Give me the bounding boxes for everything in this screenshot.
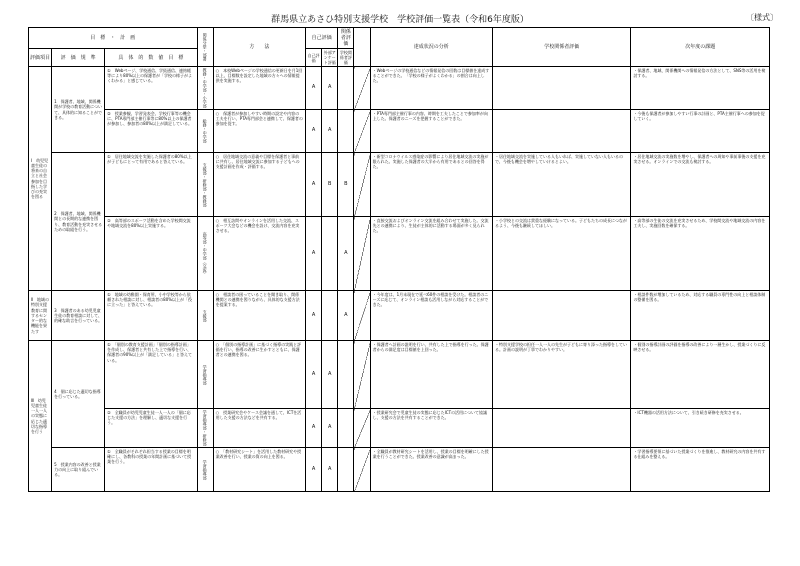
header-method: 方 法: [213, 28, 305, 67]
format-label: 〔様式〕: [746, 13, 778, 22]
slash-cell: [354, 110, 370, 153]
dept-cell: [197, 291, 213, 341]
external-eval-cell: A: [322, 341, 338, 409]
header-blank: [354, 28, 370, 67]
committee-eval-cell: [338, 67, 354, 110]
header-specific-items: 具 体 的 数 値 目 標: [105, 49, 197, 67]
dept-label: 学習指導部: [202, 459, 208, 480]
external-eval-cell: A: [322, 67, 338, 110]
header-self: 自己評価: [305, 49, 321, 67]
area-cell: Ⅲ 幼児児童生徒一人一人の実態に応じた適切な指導を行う: [29, 341, 52, 492]
method-cell: ○ 授業研究会やケース会議を通して、ICTを活用した支援の方法などを共有する。: [213, 409, 305, 448]
result-cell: ・Webページの学校通信などの情報発信の回数は目標値を達成することができた。「学校の様子がよくわかる」の割合は向上した。: [370, 67, 492, 110]
items-cell: ② 授業参観、学習発表会、学校行事等の機会に、PTA専門部主催行事等に80%以上の保護者が参加し、参加者の80%以上が満足している。: [105, 110, 197, 153]
school-eval-cell: ・居住地域交流を実施している人もいれば、実施していない人もいるので、今後も機会を増やしていけるとよい。: [492, 153, 630, 217]
self-eval-cell: A: [305, 409, 321, 448]
result-cell: ・PTA専門部主催行事の内容、時期を工夫したことで参加率が向上した。保護者のニーズを把握することができた。: [370, 110, 492, 153]
committee-eval-cell: [338, 341, 354, 409]
header-self-eval: 自己評価: [305, 28, 337, 49]
method-cell: ○ 相談者の困っていることを聞き取り、関係機関との連携を図りながら、具体的な支援方法を提案する。: [213, 291, 305, 341]
school-eval-cell: [492, 110, 630, 153]
area-cell: Ⅰ 幼児児童生徒の将来の自立と社会参加を目指した学びの充実を図る: [29, 67, 52, 291]
result-cell: ・保護者へ計画の説明を行い、共有した上で指導を行った。保護者からの満足度は目標値を上回った。: [370, 341, 492, 409]
external-eval-cell: [322, 217, 338, 291]
method-cell: ○ 本校Webページの学校通信の更新日を月1回以上、目標数を設定した地域の方々への情報提供を実施する。: [213, 67, 305, 110]
header-school-eval: 学校関係者評価: [492, 28, 630, 67]
self-eval-cell: A: [305, 67, 321, 110]
self-eval-cell: A: [305, 110, 321, 153]
header-committee: 関係者評価: [338, 28, 354, 49]
slash-cell: [354, 217, 370, 291]
table-row: [29, 110, 770, 153]
table-row: [29, 409, 770, 448]
external-eval-cell: B: [322, 153, 338, 217]
slash-cell: [354, 409, 370, 448]
dept-cell: [197, 409, 213, 448]
next-cell: ・学習指導要領に基づいた授業づくりを推進し、教材研究の内容を共有する仕組みを整える。: [631, 448, 770, 492]
self-eval-cell: A: [305, 341, 321, 409]
document-title: 群馬県立あさひ特別支援学校 学校評価一覧表（令和6年度版）: [271, 15, 529, 25]
header-school-rel: 学校関係者評価: [338, 49, 354, 67]
items-cell: ② 高等部のスポーツ活動を含めた学校間交流や地域交流を80%以上実施する。: [105, 217, 197, 291]
header-evaluation-items: 評価項目: [29, 49, 52, 67]
table-row: [29, 291, 770, 341]
header-external: 外部アンケート評価: [322, 49, 338, 67]
committee-eval-cell: [338, 110, 354, 153]
method-cell: ○ 「教材研究シート」を活用した教材研究や授業改善を行い、授業の質の向上を図る。: [213, 448, 305, 492]
dept-cell: [197, 153, 213, 217]
school-eval-cell: ・小学校との交流は貴重な経験になっている。子どもたちの成長につながるよう、今後も継続してほしい。: [492, 217, 630, 291]
external-eval-cell: A: [322, 110, 338, 153]
school-eval-cell: [492, 291, 630, 341]
dept-label: 支援部・研修部・教務部: [202, 162, 208, 207]
self-eval-cell: A: [305, 448, 321, 492]
next-cell: ・高等部の生徒の交流を充実させるため、学校間交流や地域交流の内容を工夫し、実施回数を確保する。: [631, 217, 770, 291]
dept-label: 教務・中学部・小学部: [202, 68, 208, 108]
result-cell: ・新型コロナウイルス感染症の影響により居住地域交流の実施が限られた。実施した保護者の大半から有用であるとの回答を得た。: [370, 153, 492, 217]
method-cell: ○ 保護者が参加しやすい時期の設定や内容の工夫を行い、PTA専門部会と連携して、保護者の参加を促す。: [213, 110, 305, 153]
school-eval-cell: [492, 67, 630, 110]
criteria-cell: 3 保護者のある幼児児童生徒の教育相談に対して、的確な助言を行っている。: [52, 291, 105, 341]
self-eval-cell: A: [305, 217, 321, 291]
table-row: [29, 217, 770, 291]
next-cell: ・今後も保護者が参加しやすい行事の計画と、PTA主催行事への参加を促していく。: [631, 110, 770, 153]
table-row: [29, 448, 770, 492]
dept-label: 学習指導部: [202, 364, 208, 385]
result-cell: ・今年度は、1月末現在で延べ60件の相談を受けた。相談者のニーズに応じて、オンライン相談も活用しながら対応することができた。: [370, 291, 492, 341]
table-row: [29, 341, 770, 409]
slash-cell: [354, 67, 370, 110]
committee-eval-cell: A: [338, 217, 354, 291]
table-row: [29, 67, 770, 110]
result-cell: ・全職員が教材研究シートを活用し、授業の目標を明確にした授業を行うことができた。授業改善の意識が高まった。: [370, 448, 492, 492]
result-cell: ・直接交流およびオンライン交流を組み合わせて実施した。交流先との連携により、生徒が主体的に活動する場面が多く見られた。: [370, 217, 492, 291]
header-policy-group: 目 標 ・ 計 画: [29, 28, 198, 49]
slash-cell: [354, 153, 370, 217]
school-eval-cell: [492, 409, 630, 448]
method-cell: ○ 「個別の指導計画」に基づく指導の実践と評価を行い、指導の改善に生かすとともに、保護者との連携を図る。: [213, 341, 305, 409]
external-eval-cell: A: [322, 409, 338, 448]
next-cell: ・相談件数が増加しているため、対応する職員の専門性の向上と相談体制の整備を図る。: [631, 291, 770, 341]
header-result: 達成状況の分析: [370, 28, 492, 67]
items-cell: ① 地域の幼稚園・保育所、小中学校等から依頼された相談に対し、相談者の80%以上が「役に立った」と答えている。: [105, 291, 197, 341]
self-eval-cell: A: [305, 153, 321, 217]
slash-cell: [354, 448, 370, 492]
dept-cell: [197, 110, 213, 153]
next-cell: ・保護者、地域、関係機関への情報発信の方法として、SNS等の活用を検討する。: [631, 67, 770, 110]
method-cell: ○ 居住地域交流の意義や目標を保護者と事前に共有し、居住地域交流に参加する子どもへの支援計画を作成・評価する。: [213, 153, 305, 217]
items-cell: ① Webページ、学校通信、学級通信、連絡帳等により80%以上の保護者が「学校の様子がよくわかる」と感じている。: [105, 67, 197, 110]
next-cell: ・居住地域交流の実施数を増やし、保護者への周知や事前事後の支援を充実させる。オンラインでの交流も検討する。: [631, 153, 770, 217]
slash-cell: [354, 341, 370, 409]
committee-eval-cell: [338, 448, 354, 492]
school-eval-cell: ・特別支援学校の担任一人一人の先生が子どもに寄り添った指導をしている。計画の説明が丁寧でわかりやすい。: [492, 341, 630, 409]
criteria-cell: 5 授業内容の改善と授業力の向上に取り組んでいる。: [52, 448, 105, 492]
dept-label: 学習指導部・研修部: [202, 410, 208, 446]
items-cell: ① 全職員がそれぞれ担当する授業の目標を明確にし、各教科の授業の年間計画に基づいて授業を行う。: [105, 448, 197, 492]
items-cell: ② 全職員が幼児児童生徒一人一人の「個に応じた支援の方法」を理解し、適切な支援を行う。: [105, 409, 197, 448]
dept-label: 総務・中学部: [202, 119, 208, 143]
committee-eval-cell: B: [338, 153, 354, 217]
evaluation-table: [28, 27, 770, 492]
items-cell: ① 居住地域交流を実施した保護者の80%以上が子どもにとって有用であると答えている。: [105, 153, 197, 217]
result-cell: ・授業研究会で児童生徒の実態に応じたICTの活用について協議し、支援の方法を共有することができた。: [370, 409, 492, 448]
criteria-cell: 2 保護者、地域、関係機関との長期的な連携を図り、教育活動を充実させるための取組を行う。: [52, 153, 105, 291]
next-cell: ・個別の指導計画の評価を指導の改善により一層生かし、授業づくりに反映させる。: [631, 341, 770, 409]
items-cell: ① 「個別の教育支援計画」「個別の指導計画」を作成し、保護者と共有した上で指導を行い、保護者の90%以上が「満足している」と答えている。: [105, 341, 197, 409]
dept-label: 高等部・中学部（交流）: [202, 231, 208, 276]
external-eval-cell: A: [322, 448, 338, 492]
header-dept: 関係分掌・部署: [197, 28, 213, 67]
table-row: [29, 153, 770, 217]
committee-eval-cell: [338, 409, 354, 448]
dept-cell: [197, 448, 213, 492]
header-next: 次年度の課題: [631, 28, 770, 67]
slash-cell: [354, 291, 370, 341]
criteria-cell: 1 保護者、地域、関係機関が学校の教育活動について、具体的に知ることができる。: [52, 67, 105, 153]
method-cell: ○ 相互訪問やオンラインを活用した交流、スポーツ大会などの機会を設け、交流内容を充実させる。: [213, 217, 305, 291]
dept-cell: [197, 67, 213, 110]
school-eval-cell: [492, 448, 630, 492]
committee-eval-cell: A: [338, 291, 354, 341]
header-evaluation-criteria: 評 価 規 準: [52, 49, 105, 67]
dept-label: 支援部: [202, 309, 208, 322]
dept-cell: [197, 217, 213, 291]
area-cell: Ⅱ 地域の特別支援教育に関するセンター的な機能を果たす: [29, 291, 52, 341]
external-eval-cell: [322, 291, 338, 341]
criteria-cell: 4 個に応じた適切な指導を行っている。: [52, 341, 105, 448]
next-cell: ・ICT機器の活用方法について、引き続き研修を充実させる。: [631, 409, 770, 448]
dept-cell: [197, 341, 213, 409]
self-eval-cell: A: [305, 291, 321, 341]
